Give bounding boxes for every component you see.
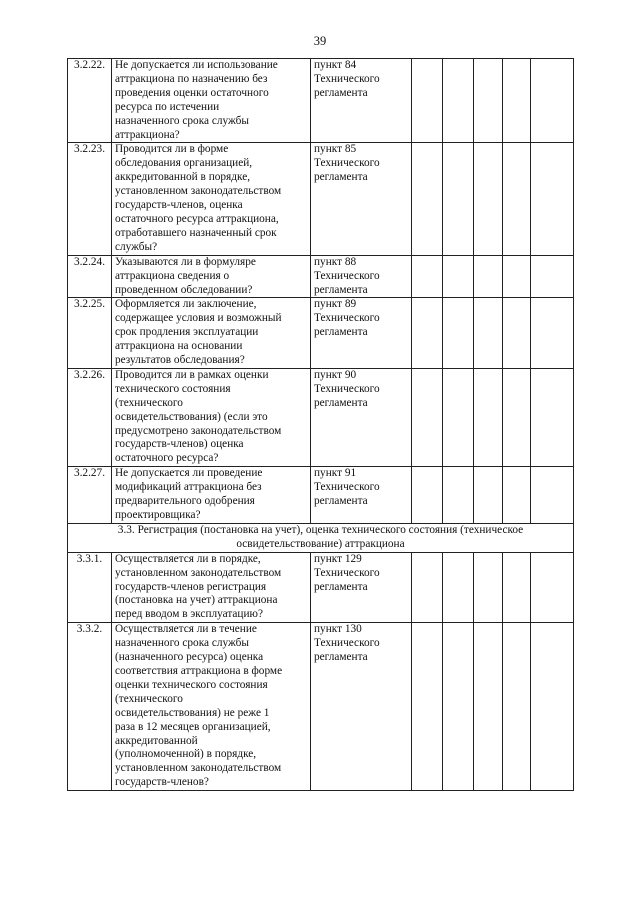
reference-line: Технического [314, 382, 380, 395]
reference-line: Технического [314, 312, 380, 325]
reference-line: Технического [314, 637, 380, 650]
question-line: отработавшего назначенный срок [115, 226, 277, 239]
question-line: Осуществляется ли в порядке, [115, 552, 261, 565]
section-heading-line: освидетельствование) аттракциона [236, 537, 405, 550]
answer-cell[interactable] [412, 143, 443, 255]
item-number: 3.2.24. [68, 255, 112, 298]
reference-line: регламента [314, 171, 368, 184]
reference-line: регламента [314, 396, 368, 409]
table-row [68, 255, 574, 298]
answer-cell[interactable] [503, 623, 531, 791]
question-line: (технического [115, 692, 183, 705]
answer-cell[interactable] [412, 368, 443, 466]
reference-line: регламента [314, 86, 368, 99]
reference-line: регламента [314, 495, 368, 508]
answer-cell[interactable] [474, 552, 503, 623]
question-line: раза в 12 месяцев организацией, [115, 720, 271, 733]
question-line: назначенного срока службы [115, 114, 250, 127]
question-line: остаточного ресурса? [115, 452, 219, 465]
question-line: аккредитованной [115, 734, 198, 747]
page-number: 39 [313, 34, 327, 48]
reference-line: пункт 84 [314, 59, 357, 71]
question-line: государств-членов) оценка [115, 438, 244, 451]
question-line: освидетельствования) (если это [115, 410, 268, 423]
item-number: 3.2.26. [68, 368, 112, 466]
question-line: установленном законодательством [115, 185, 282, 198]
section-heading-line: 3.3. Регистрация (постановка на учет), оценка технического состояния (техническое [117, 523, 524, 536]
question-line: предусмотрено законодательством [115, 424, 282, 437]
answer-cell[interactable] [503, 143, 531, 255]
table-body [68, 59, 574, 791]
question-line: Указываются ли в формуляре [115, 255, 256, 268]
question-line: Проводится ли в рамках оценки [115, 368, 269, 381]
question-line: (постановка на учет) аттракциона [115, 594, 278, 607]
section-row [68, 523, 574, 552]
question-line: (назначенного ресурса) оценка [115, 651, 264, 664]
question-line: предварительного одобрения [115, 495, 255, 508]
answer-cell[interactable] [474, 623, 503, 791]
section-heading [68, 523, 574, 552]
answer-cell[interactable] [443, 552, 474, 623]
question-line: технического состояния [115, 382, 231, 395]
answer-cell[interactable] [503, 368, 531, 466]
answer-cell[interactable] [503, 255, 531, 298]
answer-cell[interactable] [531, 368, 574, 466]
answer-cell[interactable] [412, 298, 443, 369]
reference-line: пункт 85 [314, 143, 357, 156]
answer-cell[interactable] [474, 59, 503, 143]
regulation-reference [311, 59, 412, 143]
question-line: (уполномоченной) в порядке, [115, 748, 257, 761]
item-number: 3.3.2. [68, 623, 112, 791]
reference-line: регламента [314, 283, 368, 296]
answer-cell[interactable] [531, 255, 574, 298]
answer-cell[interactable] [531, 467, 574, 524]
question-line: остаточного ресурса аттракциона, [115, 212, 279, 225]
answer-cell[interactable] [474, 298, 503, 369]
question-line: Не допускается ли использование [115, 59, 278, 71]
table-row [68, 59, 574, 143]
table-row [68, 623, 574, 791]
answer-cell[interactable] [443, 298, 474, 369]
reference-line: Технического [314, 157, 380, 170]
question-line: аккредитованной в порядке, [115, 171, 251, 184]
question-line: Не допускается ли проведение [115, 467, 263, 480]
regulation-reference [311, 467, 412, 524]
answer-cell[interactable] [443, 368, 474, 466]
question-line: государств-членов? [115, 776, 209, 789]
question-line: аттракциона сведения о [115, 269, 230, 282]
question-line: (технического [115, 396, 183, 409]
question-line: результатов обследования? [115, 354, 245, 367]
answer-cell[interactable] [474, 467, 503, 524]
reference-line: Технического [314, 481, 380, 494]
question-line: ресурса по истечении [115, 100, 220, 113]
item-number: 3.2.25. [68, 298, 112, 369]
reference-line: регламента [314, 326, 368, 339]
question-line: аттракциона? [115, 128, 180, 141]
question-line: назначенного срока службы [115, 637, 250, 650]
regulation-reference [311, 255, 412, 298]
reference-line: пункт 91 [314, 467, 357, 480]
answer-cell[interactable] [443, 59, 474, 143]
requirement-question [112, 368, 311, 466]
question-line: модификаций аттракциона без [115, 481, 262, 494]
table-row [68, 467, 574, 524]
regulation-reference [311, 143, 412, 255]
question-line: государств-членов регистрация [115, 580, 267, 593]
checklist-table [67, 58, 574, 791]
requirement-question [112, 255, 311, 298]
question-line: службы? [115, 240, 158, 253]
answer-cell[interactable] [531, 143, 574, 255]
item-number: 3.2.23. [68, 143, 112, 255]
question-line: срок продления эксплуатации [115, 326, 259, 339]
answer-cell[interactable] [503, 298, 531, 369]
answer-cell[interactable] [412, 552, 443, 623]
table-row [68, 298, 574, 369]
answer-cell[interactable] [531, 59, 574, 143]
question-line: Осуществляется ли в течение [115, 623, 257, 636]
question-line: обследования организацией, [115, 157, 253, 170]
question-line: аттракциона по назначению без [115, 72, 268, 85]
reference-line: пункт 129 [314, 552, 362, 565]
question-line: освидетельствования) не реже 1 [115, 706, 270, 719]
reference-line: Технического [314, 566, 380, 579]
answer-cell[interactable] [474, 368, 503, 466]
requirement-question [112, 467, 311, 524]
question-line: проектировщика? [115, 509, 201, 521]
reference-line: Технического [314, 72, 380, 85]
question-line: аттракциона на основании [115, 340, 243, 353]
question-line: государств-членов, оценка [115, 199, 243, 212]
question-line: Проводится ли в форме [115, 143, 229, 156]
item-number: 3.3.1. [68, 552, 112, 623]
requirement-question [112, 298, 311, 369]
question-line: установленном законодательством [115, 762, 282, 775]
question-line: содержащее условия и возможный [115, 312, 282, 325]
question-line: проведенном обследовании? [115, 283, 253, 296]
reference-line: пункт 90 [314, 368, 357, 381]
answer-cell[interactable] [531, 623, 574, 791]
reference-line: Технического [314, 269, 380, 282]
answer-cell[interactable] [531, 552, 574, 623]
question-line: установленном законодательством [115, 566, 282, 579]
requirement-question [112, 143, 311, 255]
answer-cell[interactable] [443, 467, 474, 524]
answer-cell[interactable] [503, 552, 531, 623]
answer-cell[interactable] [474, 143, 503, 255]
requirement-question [112, 59, 311, 143]
reference-line: пункт 88 [314, 255, 357, 268]
regulation-reference [311, 623, 412, 791]
item-number: 3.2.27. [68, 467, 112, 524]
requirement-question [112, 623, 311, 791]
reference-line: пункт 89 [314, 298, 357, 311]
answer-cell[interactable] [531, 298, 574, 369]
answer-cell[interactable] [412, 255, 443, 298]
answer-cell[interactable] [443, 143, 474, 255]
regulation-reference [311, 298, 412, 369]
answer-cell[interactable] [443, 623, 474, 791]
table-row [68, 552, 574, 623]
reference-line: регламента [314, 651, 368, 664]
answer-cell[interactable] [412, 467, 443, 524]
reference-line: пункт 130 [314, 623, 362, 636]
requirement-question [112, 552, 311, 623]
answer-cell[interactable] [503, 467, 531, 524]
question-line: Оформляется ли заключение, [115, 298, 257, 311]
regulation-reference [311, 368, 412, 466]
question-line: соответствия аттракциона в форме [115, 664, 283, 677]
answer-cell[interactable] [503, 59, 531, 143]
table-row [68, 368, 574, 466]
answer-cell[interactable] [412, 623, 443, 791]
question-line: перед вводом в эксплуатацию? [115, 608, 263, 621]
answer-cell[interactable] [412, 59, 443, 143]
answer-cell[interactable] [474, 255, 503, 298]
reference-line: регламента [314, 580, 368, 593]
regulation-reference [311, 552, 412, 623]
answer-cell[interactable] [443, 255, 474, 298]
question-line: проведения оценки остаточного [115, 86, 269, 99]
table-row [68, 143, 574, 255]
item-number: 3.2.22. [68, 59, 112, 143]
question-line: оценки технического состояния [115, 678, 268, 691]
